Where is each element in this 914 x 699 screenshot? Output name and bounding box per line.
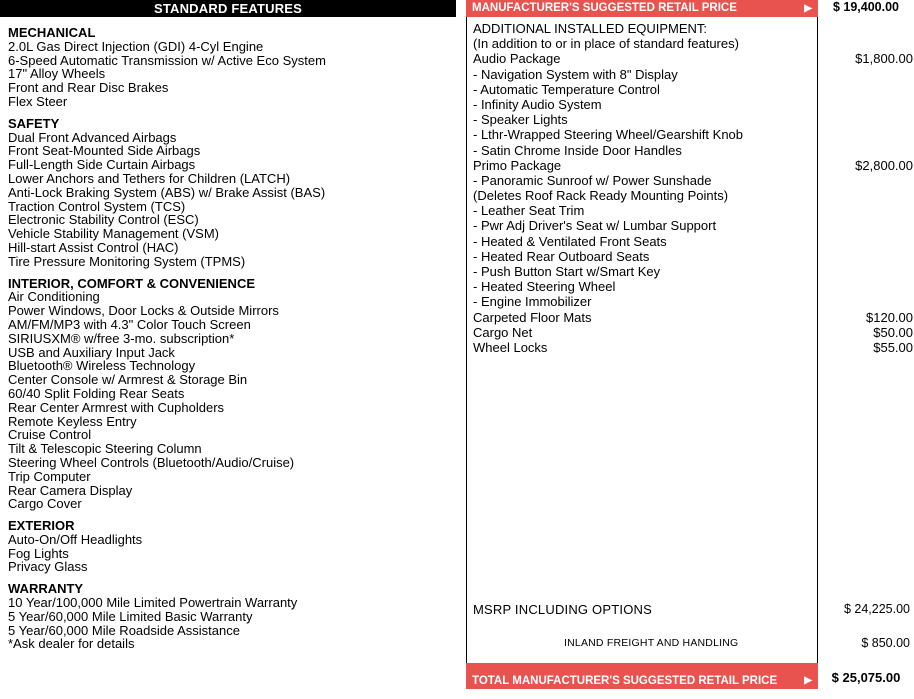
feature-item: 5 Year/60,000 Mile Roadside Assistance <box>8 622 240 638</box>
equipment-row <box>473 67 913 82</box>
equipment-label: - Automatic Temperature Control <box>473 81 660 97</box>
equipment-row <box>473 51 913 66</box>
feature-item: Full-Length Side Curtain Airbags <box>8 157 196 173</box>
equipment-label: (Deletes Roof Rack Ready Mounting Points) <box>473 188 729 204</box>
equipment-row <box>473 97 913 112</box>
equipment-price: $55.00 <box>873 339 913 355</box>
total-msrp-bar <box>466 663 818 689</box>
equipment-label: - Heated Steering Wheel <box>473 279 616 295</box>
feature-item: AM/FM/MP3 with 4.3" Color Touch Screen <box>8 316 251 332</box>
feature-item: Auto-On/Off Headlights <box>8 531 143 547</box>
feature-section <box>8 582 458 651</box>
msrp-options-label: MSRP INCLUDING OPTIONS <box>473 602 652 617</box>
feature-item: Rear Camera Display <box>8 482 133 498</box>
equipment-label: ADDITIONAL INSTALLED EQUIPMENT: <box>473 21 708 36</box>
feature-item: Front Seat-Mounted Side Airbags <box>8 143 201 159</box>
feature-item: Lower Anchors and Tethers for Children (LATCH) <box>8 170 291 186</box>
feature-item: 10 Year/100,000 Mile Limited Powertrain Warranty <box>8 595 298 611</box>
equipment-row <box>473 188 913 203</box>
arrow-right-icon: ▶ <box>804 675 812 686</box>
feature-section <box>8 117 458 269</box>
freight-price: $ 850.00 <box>861 636 910 650</box>
equipment-row <box>473 294 913 309</box>
feature-item: Fog Lights <box>8 545 69 561</box>
feature-item: Flex Steer <box>8 93 68 109</box>
equipment-row <box>473 158 913 173</box>
equipment-row <box>473 112 913 127</box>
equipment-label: - Navigation System with 8" Display <box>473 66 678 82</box>
equipment-label: - Heated & Ventilated Front Seats <box>473 233 667 249</box>
feature-item: SIRIUSXM® w/free 3-mo. subscription* <box>8 330 235 346</box>
equipment-label: - Panoramic Sunroof w/ Power Sunshade <box>473 172 712 188</box>
equipment-price: $2,800.00 <box>855 157 913 173</box>
equipment-label: - Lthr-Wrapped Steering Wheel/Gearshift Knob <box>473 127 744 143</box>
feature-item: Vehicle Stability Management (VSM) <box>8 226 219 242</box>
equipment-label: - Infinity Audio System <box>473 96 602 112</box>
equipment-row <box>473 218 913 233</box>
equipment-label: Cargo Net <box>473 324 533 340</box>
standard-features-list <box>8 26 458 659</box>
equipment-row <box>473 264 913 279</box>
additional-equipment-list <box>473 21 913 355</box>
feature-item: Tilt & Telescopic Steering Column <box>8 441 202 457</box>
section-title: INTERIOR, COMFORT & CONVENIENCE <box>8 275 256 291</box>
feature-item: Remote Keyless Entry <box>8 413 137 429</box>
standard-features-header: STANDARD FEATURES <box>0 0 456 17</box>
total-price: $ 25,075.00 <box>831 670 901 685</box>
feature-item: Bluetooth® Wireless Technology <box>8 358 196 374</box>
equipment-row <box>473 310 913 325</box>
equipment-row <box>473 36 913 51</box>
feature-item: Electronic Stability Control (ESC) <box>8 212 199 228</box>
feature-item: Rear Center Armrest with Cupholders <box>8 399 225 415</box>
equipment-row <box>473 82 913 97</box>
equipment-row <box>473 234 913 249</box>
section-title: EXTERIOR <box>8 518 75 534</box>
feature-item: 5 Year/60,000 Mile Limited Basic Warranty <box>8 608 253 624</box>
msrp-header-label: MANUFACTURER'S SUGGESTED RETAIL PRICE <box>472 2 737 14</box>
equipment-row <box>473 173 913 188</box>
equipment-label: Wheel Locks <box>473 339 548 355</box>
feature-item: Steering Wheel Controls (Bluetooth/Audio/Cruise) <box>8 454 295 470</box>
equipment-label: - Push Button Start w/Smart Key <box>473 264 661 279</box>
feature-item: Front and Rear Disc Brakes <box>8 80 169 96</box>
feature-section <box>8 519 458 574</box>
section-title: WARRANTY <box>8 581 84 597</box>
equipment-label: - Leather Seat Trim <box>473 203 585 219</box>
equipment-price: $1,800.00 <box>855 51 913 67</box>
equipment-price: $50.00 <box>873 324 913 340</box>
feature-item: 60/40 Split Folding Rear Seats <box>8 385 185 401</box>
feature-item: Power Windows, Door Locks & Outside Mirrors <box>8 303 279 319</box>
feature-section <box>8 26 458 109</box>
feature-item: Traction Control System (TCS) <box>8 198 186 214</box>
feature-item: Privacy Glass <box>8 559 88 575</box>
equipment-label: (In addition to or in place of standard features) <box>473 36 739 52</box>
equipment-row <box>473 21 913 36</box>
msrp-options-price: $ 24,225.00 <box>843 602 910 616</box>
section-title: SAFETY <box>8 115 60 131</box>
arrow-right-icon: ▶ <box>804 3 812 14</box>
equipment-row <box>473 203 913 218</box>
feature-item: 6-Speed Automatic Transmission w/ Active Eco System <box>8 52 326 68</box>
equipment-row <box>473 279 913 294</box>
base-price: $ 19,400.00 <box>832 0 900 14</box>
msrp-header-bar <box>466 0 818 17</box>
equipment-label: - Heated Rear Outboard Seats <box>473 248 650 264</box>
equipment-price: $120.00 <box>866 309 913 325</box>
feature-item: 17" Alloy Wheels <box>8 66 106 82</box>
freight-label: INLAND FREIGHT AND HANDLING <box>564 637 739 649</box>
equipment-label: - Engine Immobilizer <box>473 294 592 310</box>
equipment-label: - Speaker Lights <box>473 112 568 128</box>
equipment-label: Carpeted Floor Mats <box>473 309 592 325</box>
equipment-label: - Pwr Adj Driver's Seat w/ Lumbar Support <box>473 218 717 234</box>
feature-item: Cargo Cover <box>8 496 82 512</box>
feature-section <box>8 277 458 512</box>
equipment-label: Primo Package <box>473 157 562 173</box>
feature-item: Tire Pressure Monitoring System (TPMS) <box>8 253 246 269</box>
equipment-label: - Satin Chrome Inside Door Handles <box>473 142 682 158</box>
feature-item: Center Console w/ Armrest & Storage Bin <box>8 372 248 388</box>
feature-item: Hill-start Assist Control (HAC) <box>8 239 179 255</box>
feature-item: *Ask dealer for details <box>8 636 135 652</box>
feature-item: Cruise Control <box>8 427 92 443</box>
equipment-row <box>473 127 913 142</box>
feature-item: Anti-Lock Braking System (ABS) w/ Brake Assist (BAS) <box>8 184 326 200</box>
feature-item: Air Conditioning <box>8 289 100 305</box>
feature-item: USB and Auxiliary Input Jack <box>8 344 175 360</box>
equipment-row <box>473 143 913 158</box>
feature-item: Trip Computer <box>8 468 91 484</box>
feature-item: Dual Front Advanced Airbags <box>8 129 177 145</box>
equipment-label: Audio Package <box>473 51 561 67</box>
equipment-row <box>473 249 913 264</box>
feature-item: 2.0L Gas Direct Injection (GDI) 4-Cyl Engine <box>8 38 264 54</box>
equipment-row <box>473 325 913 340</box>
section-title: MECHANICAL <box>8 25 96 40</box>
equipment-row <box>473 340 913 355</box>
total-msrp-label: TOTAL MANUFACTURER'S SUGGESTED RETAIL PRICE <box>472 675 778 687</box>
